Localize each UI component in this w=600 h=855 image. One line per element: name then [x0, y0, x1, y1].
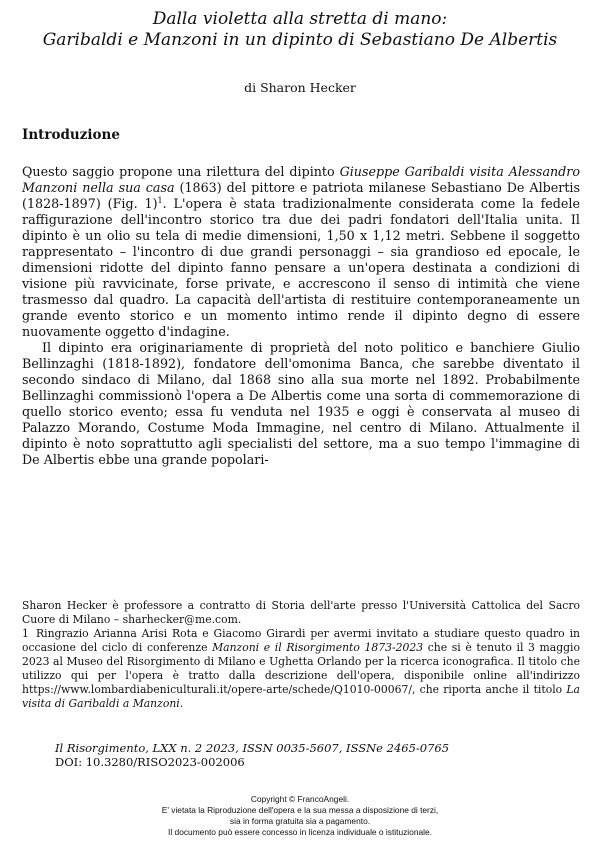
alternate-painting-title: La visita di Garibaldi a Manzoni [22, 683, 580, 710]
footnote-1 [22, 627, 580, 711]
footnotes [22, 599, 580, 711]
fn1-text-a: Ringrazio Arianna Arisi Rota e Giacomo Girardi per avermi invitato a studiare questo quadro in occasione del ciclo di conferenze [22, 627, 580, 654]
body-text [22, 164, 580, 468]
copyright-line-4: Il documento può essere concesso in licenza individuale o istituzionale. [168, 827, 432, 837]
copyright-line-1: Copyright © FrancoAngeli. [250, 794, 350, 804]
journal-info [55, 741, 449, 769]
paragraph-2: Il dipinto era originariamente di proprietà del noto politico e banchiere Giulio Bellinzaghi (1818-1892), fondatore dell'omonima Banca, che sarebbe diventato il secondo sindaco di Milano, dal 1868 sino alla sua morte nel 1892. Probabilmente Bellinzaghi commissionò l'opera a De Albertis come una sorta di commemorazione di quello storico evento; essa fu venduta nel 1935 e oggi è conservata al museo di Palazzo Morando, Costume Moda Immagine, nel centro di Milano. Attualmente il dipinto è noto soprattutto agli specialisti del settore, ma a suo tempo l'immagine di De Albertis ebbe una grande popolari- [22, 340, 580, 467]
doi: DOI: 10.3280/RISO2023-002006 [55, 755, 245, 769]
p1-text-a: Questo saggio propone una rilettura del dipinto [22, 164, 340, 179]
p1-text-c: . L'opera è stata tradizionalmente considerata come la fedele raffigurazione dell'incontro storico tra due dei padri fondatori dell'Italia unita. Il dipinto è un olio su tela di medie dimensioni, 1,50 x 1,12 metri. Sebbene il soggetto rappresentato – l'incontro di due grandi personaggi – sia grandioso ed epocale, le dimensioni ridotte del dipinto fanno pensare a un'opera destinata a condizioni di visione più ravvicinate, forse private, e accrescono il senso di intimità che viene trasmesso dal quadro. La capacità dell'artista di restituire contemporaneamente un grande evento storico e un momento intimo rende il dipinto degno di essere nuovamente oggetto d'indagine. [22, 196, 580, 339]
title-line-1: Dalla violetta alla stretta di mano: [152, 9, 448, 29]
article-title [20, 9, 580, 51]
fn1-text-c: . [179, 697, 184, 710]
copyright-line-3: sia in forma gratuita sia a pagamento. [229, 816, 371, 826]
footnote-ref-1[interactable]: 1 [157, 195, 163, 205]
journal-reference: Il Risorgimento, LXX n. 2 2023, ISSN 0035-5607, ISSNe 2465-0765 [55, 741, 450, 755]
copyright-line-2: E' vietata la Riproduzione dell'opera e la sua messa a disposizione di terzi, [161, 805, 439, 815]
footnote-number: 1 [22, 627, 29, 640]
author-byline: di Sharon Hecker [244, 80, 356, 95]
author-note: Sharon Hecker è professore a contratto di Storia dell'arte presso l'Università Cattolica del Sacro Cuore di Milano – sharhecker@me.com. [22, 599, 580, 626]
paragraph-1 [22, 164, 580, 340]
section-heading: Introduzione [22, 127, 120, 143]
title-line-2: Garibaldi e Manzoni in un dipinto di Sebastiano De Albertis [42, 30, 558, 50]
painting-title: Giuseppe Garibaldi visita Alessandro Manzoni nella sua casa [22, 164, 580, 195]
conference-series-title: Manzoni e il Risorgimento 1873-2023 [212, 641, 424, 654]
fn1-text-b: che si è tenuto il 3 maggio 2023 al Museo del Risorgimento di Milano e Ughetta Orlando per la ricerca iconografica. Il titolo che utilizzo qui per l'opera è tratto dalla descrizione dell'opera, disponibile online all'indirizzo https://www.lombardiabeniculturali.it/opere-arte/schede/Q1010-00067/, che riporta anche il titolo [22, 641, 580, 696]
p1-text-b: (1863) del pittore e patriota milanese Sebastiano De Albertis (1828-1897) (Fig. 1) [22, 180, 580, 211]
copyright-notice [0, 794, 600, 838]
